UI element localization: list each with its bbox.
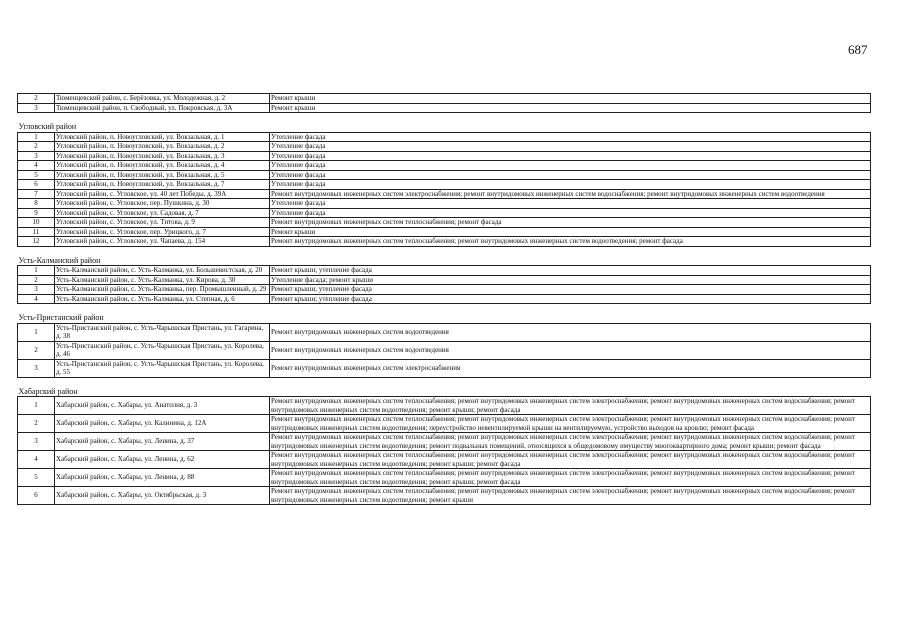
address-cell: Хабарский район, с. Хабары, ул. Анатолия, д. 3 bbox=[55, 397, 270, 415]
table-row bbox=[18, 294, 871, 304]
table-row bbox=[18, 415, 871, 433]
row-number-cell: 11 bbox=[18, 227, 55, 237]
work-type-cell: Ремонт крыши bbox=[270, 227, 871, 237]
work-type-cell: Ремонт крыши bbox=[270, 103, 871, 113]
address-cell: Усть-Калманский район, с. Усть-Калманка, ул. Степная, д. 6 bbox=[55, 294, 270, 304]
work-type-cell: Ремонт внутридомовых инженерных систем теплоснабжения; ремонт внутридомовых инженерных систем электроснабжения; ремонт внутридомовых инженерных систем водоснабжения; ремонт внутридомовых инженерных систем водоотведения; ремонт крыши bbox=[270, 487, 871, 505]
address-cell: Угловский район, с. Угловское, пер. Урицкого, д. 7 bbox=[55, 227, 270, 237]
row-number-cell: 3 bbox=[18, 359, 55, 377]
table-row bbox=[18, 103, 871, 113]
work-type-cell: Ремонт внутридомовых инженерных систем теплоснабжения; ремонт внутридомовых инженерных систем электроснабжения; ремонт внутридомовых инженерных систем водоснабжения; ремонт внутридомовых инженерных систем водоотведения; ремонт подвальных помещений, относящихся к общедомовому имуществу многоквартирного дома; ремонт крыши; ремонт фасада bbox=[270, 433, 871, 451]
row-number-cell: 3 bbox=[18, 285, 55, 295]
address-cell: Хабарский район, с. Хабары, ул. Ленина, д. 88 bbox=[55, 469, 270, 487]
address-cell: Усть-Калманский район, с. Усть-Калманка, ул. Кирова, д. 30 bbox=[55, 275, 270, 285]
work-type-cell: Утепление фасада bbox=[270, 142, 871, 152]
row-number-cell: 9 bbox=[18, 208, 55, 218]
row-number-cell: 5 bbox=[18, 469, 55, 487]
section-title: Хабарский район bbox=[18, 377, 871, 397]
table-row bbox=[18, 285, 871, 295]
work-type-cell: Ремонт внутридомовых инженерных систем теплоснабжения; ремонт внутридомовых инженерных систем электроснабжения; ремонт внутридомовых инженерных систем водоснабжения; ремонт внутридомовых инженерных систем водоотведения; переустройство невентилируемой крыши на вентилируемую, устройство выходов на кровлю; ремонт фасада bbox=[270, 415, 871, 433]
work-type-cell: Ремонт внутридомовых инженерных систем теплоснабжения; ремонт внутридомовых инженерных систем электроснабжения; ремонт внутридомовых инженерных систем водоснабжения; ремонт внутридомовых инженерных систем водоотведения; ремонт крыши; ремонт фасада bbox=[270, 469, 871, 487]
table-row bbox=[18, 469, 871, 487]
work-type-cell: Утепление фасада bbox=[270, 151, 871, 161]
work-type-cell: Ремонт крыши bbox=[270, 94, 871, 104]
section-header-row bbox=[18, 246, 871, 266]
work-type-cell: Ремонт крыши; утепление фасада bbox=[270, 266, 871, 276]
table-row bbox=[18, 199, 871, 209]
table-row bbox=[18, 94, 871, 104]
address-cell: Угловский район, п. Новоугловский, ул. Вокзальная, д. 2 bbox=[55, 142, 270, 152]
row-number-cell: 4 bbox=[18, 451, 55, 469]
row-number-cell: 3 bbox=[18, 151, 55, 161]
address-cell: Угловский район, п. Новоугловский, ул. Вокзальная, д. 3 bbox=[55, 151, 270, 161]
row-number-cell: 5 bbox=[18, 170, 55, 180]
table-row bbox=[18, 487, 871, 505]
row-number-cell: 8 bbox=[18, 199, 55, 209]
address-cell: Усть-Пристанский район, с. Усть-Чарышская Пристань, ул. Гагарина, д. 38 bbox=[55, 323, 270, 341]
section-title: Усть-Пристанский район bbox=[18, 304, 871, 324]
work-type-cell: Ремонт внутридомовых инженерных систем водоотведения bbox=[270, 323, 871, 341]
table-row bbox=[18, 208, 871, 218]
row-number-cell: 2 bbox=[18, 94, 55, 104]
repair-schedule-table bbox=[17, 93, 871, 505]
table-row bbox=[18, 189, 871, 199]
row-number-cell: 4 bbox=[18, 161, 55, 171]
row-number-cell: 7 bbox=[18, 189, 55, 199]
row-number-cell: 3 bbox=[18, 433, 55, 451]
row-number-cell: 12 bbox=[18, 237, 55, 247]
address-cell: Угловский район, с. Угловское, ул. 40 лет Победы, д. 39А bbox=[55, 189, 270, 199]
table-row bbox=[18, 218, 871, 228]
address-cell: Хабарский район, с. Хабары, ул. Октябрьская, д. 3 bbox=[55, 487, 270, 505]
table-row bbox=[18, 237, 871, 247]
address-cell: Усть-Калманский район, с. Усть-Калманка, пер. Промышленный, д. 29 bbox=[55, 285, 270, 295]
address-cell: Усть-Пристанский район, с. Усть-Чарышская Пристань, ул. Королева, д. 55 bbox=[55, 359, 270, 377]
address-cell: Усть-Пристанский район, с. Усть-Чарышская Пристань, ул. Королева, д. 46 bbox=[55, 341, 270, 359]
address-cell: Угловский район, с. Угловское, ул. Титова, д. 9 bbox=[55, 218, 270, 228]
address-cell: Угловский район, п. Новоугловский, ул. Вокзальная, д. 7 bbox=[55, 180, 270, 190]
row-number-cell: 2 bbox=[18, 275, 55, 285]
table-row bbox=[18, 323, 871, 341]
work-type-cell: Утепление фасада bbox=[270, 132, 871, 142]
table-row bbox=[18, 397, 871, 415]
address-cell: Угловский район, п. Новоугловский, ул. Вокзальная, д. 4 bbox=[55, 161, 270, 171]
section-header-row bbox=[18, 113, 871, 133]
work-type-cell: Ремонт внутридомовых инженерных систем теплоснабжения; ремонт фасада bbox=[270, 218, 871, 228]
table-row bbox=[18, 266, 871, 276]
address-cell: Тюменцевский район, с. Берёзовка, ул. Молодежная, д. 2 bbox=[55, 94, 270, 104]
table-row bbox=[18, 132, 871, 142]
work-type-cell: Утепление фасада bbox=[270, 161, 871, 171]
work-type-cell: Ремонт крыши; утепление фасада bbox=[270, 294, 871, 304]
work-type-cell: Ремонт внутридомовых инженерных систем электроснабжения bbox=[270, 359, 871, 377]
address-cell: Усть-Калманский район, с. Усть-Калманка, ул. Большевистская, д. 20 bbox=[55, 266, 270, 276]
address-cell: Угловский район, с. Угловское, пер. Пушкина, д. 30 bbox=[55, 199, 270, 209]
table-row bbox=[18, 161, 871, 171]
table-row bbox=[18, 142, 871, 152]
table-row bbox=[18, 341, 871, 359]
address-cell: Угловский район, с. Угловское, ул. Чапаева, д. 154 bbox=[55, 237, 270, 247]
row-number-cell: 6 bbox=[18, 487, 55, 505]
work-type-cell: Утепление фасада bbox=[270, 208, 871, 218]
table-row bbox=[18, 170, 871, 180]
page-number: 687 bbox=[848, 42, 868, 57]
table-row bbox=[18, 151, 871, 161]
table-row bbox=[18, 227, 871, 237]
table-row bbox=[18, 451, 871, 469]
table-row bbox=[18, 359, 871, 377]
work-type-cell: Ремонт внутридомовых инженерных систем водоотведения bbox=[270, 341, 871, 359]
row-number-cell: 10 bbox=[18, 218, 55, 228]
row-number-cell: 2 bbox=[18, 341, 55, 359]
work-type-cell: Ремонт внутридомовых инженерных систем теплоснабжения; ремонт внутридомовых инженерных систем электроснабжения; ремонт внутридомовых инженерных систем водоснабжения; ремонт внутридомовых инженерных систем водоотведения; ремонт крыши; ремонт фасада bbox=[270, 451, 871, 469]
table-row bbox=[18, 433, 871, 451]
row-number-cell: 2 bbox=[18, 142, 55, 152]
work-type-cell: Ремонт внутридомовых инженерных систем теплоснабжения; ремонт внутридомовых инженерных систем водоотведения; ремонт фасада bbox=[270, 237, 871, 247]
row-number-cell: 1 bbox=[18, 132, 55, 142]
section-header-row bbox=[18, 377, 871, 397]
work-type-cell: Ремонт внутридомовых инженерных систем теплоснабжения; ремонт внутридомовых инженерных систем электроснабжения; ремонт внутридомовых инженерных систем водоснабжения; ремонт внутридомовых инженерных систем водоотведения; ремонт крыши; ремонт фасада bbox=[270, 397, 871, 415]
row-number-cell: 2 bbox=[18, 415, 55, 433]
row-number-cell: 1 bbox=[18, 397, 55, 415]
work-type-cell: Ремонт внутридомовых инженерных систем электроснабжения; ремонт внутридомовых инженерных систем водоснабжения; ремонт внутридомовых инженерных систем водоотведения bbox=[270, 189, 871, 199]
table-row bbox=[18, 180, 871, 190]
table-row bbox=[18, 275, 871, 285]
row-number-cell: 1 bbox=[18, 266, 55, 276]
row-number-cell: 1 bbox=[18, 323, 55, 341]
section-header-row bbox=[18, 304, 871, 324]
address-cell: Тюменцевский район, п. Свободный, ул. Покровская, д. 3А bbox=[55, 103, 270, 113]
work-type-cell: Ремонт крыши; утепление фасада bbox=[270, 285, 871, 295]
work-type-cell: Утепление фасада; ремонт крыши bbox=[270, 275, 871, 285]
address-cell: Угловский район, с. Угловское, ул. Садовая, д. 7 bbox=[55, 208, 270, 218]
row-number-cell: 6 bbox=[18, 180, 55, 190]
work-type-cell: Утепление фасада bbox=[270, 180, 871, 190]
address-cell: Угловский район, п. Новоугловский, ул. Вокзальная, д. 1 bbox=[55, 132, 270, 142]
section-title: Усть-Калманский район bbox=[18, 246, 871, 266]
address-cell: Хабарский район, с. Хабары, ул. Ленина, д. 37 bbox=[55, 433, 270, 451]
address-cell: Хабарский район, с. Хабары, ул. Калинина, д. 12А bbox=[55, 415, 270, 433]
work-type-cell: Утепление фасада bbox=[270, 170, 871, 180]
row-number-cell: 3 bbox=[18, 103, 55, 113]
address-cell: Хабарский район, с. Хабары, ул. Ленина, д. 62 bbox=[55, 451, 270, 469]
row-number-cell: 4 bbox=[18, 294, 55, 304]
address-cell: Угловский район, п. Новоугловский, ул. Вокзальная, д. 5 bbox=[55, 170, 270, 180]
work-type-cell: Утепление фасада bbox=[270, 199, 871, 209]
section-title: Угловский район bbox=[18, 113, 871, 133]
table-body bbox=[18, 94, 871, 505]
